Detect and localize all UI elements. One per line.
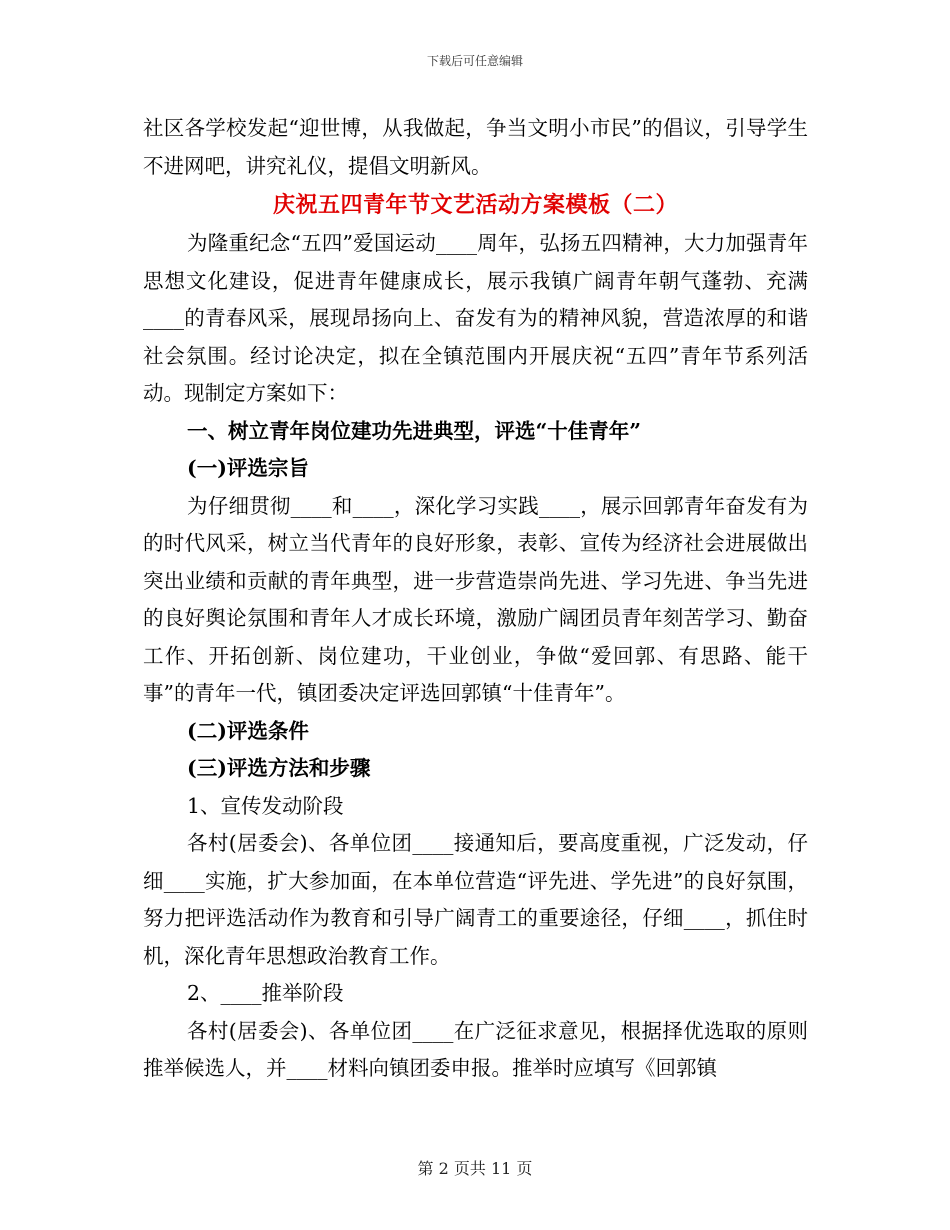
paragraph-step-2: 各村(居委会)、各单位团____在广泛征求意见，根据择优选取的原则推举候选人，并____材料向镇团委申报。推举时应填写《回郭镇 bbox=[143, 1018, 808, 1080]
page-footer: 第 2 页共 11 页 bbox=[417, 1159, 533, 1178]
document-body bbox=[143, 110, 808, 1088]
section-title: 庆祝五四青年节文艺活动方案模板（二） bbox=[272, 192, 678, 218]
step-2-title: 2、____推举阶段 bbox=[187, 981, 344, 1005]
heading-conditions: (二)评选条件 bbox=[187, 718, 309, 743]
paragraph-continuation: 社区各学校发起“迎世博，从我做起，争当文明小市民”的倡议，引导学生不进网吧，讲究礼仪，提倡文明新风。 bbox=[143, 116, 808, 178]
step-1-title: 1、宣传发动阶段 bbox=[187, 793, 344, 818]
heading-purpose: (一)评选宗旨 bbox=[187, 456, 309, 480]
heading-methods: (三)评选方法和步骤 bbox=[187, 756, 371, 780]
paragraph-step-1: 各村(居委会)、各单位团____接通知后，要高度重视，广泛发动，仔细____实施，扩大参加面，在本单位营造“评先进、学先进”的良好氛围，努力把评选活动作为教育和引导广阔青工的重要途径，仔细____，抓住时机，深化青年思想政治教育工作。 bbox=[143, 831, 808, 968]
heading-level-1: 一、树立青年岗位建功先进典型，评选“十佳青年” bbox=[187, 418, 642, 443]
paragraph-purpose: 为仔细贯彻____和____，深化学习实践____，展示回郭青年奋发有为的时代风采，树立当代青年的良好形象，表彰、宣传为经济社会进展做出突出业绩和贡献的青年典型，进一步营造崇尚先进、学习先进、争当先进的良好舆论氛围和青年人才成长环境，激励广阔团员青年刻苦学习、勤奋工作、开拓创新、岗位建功，干业创业，争做“爱回郭、有思路、能干事”的青年一代，镇团委决定评选回郭镇“十佳青年”。 bbox=[143, 493, 808, 705]
paragraph-intro: 为隆重纪念“五四”爱国运动____周年，弘扬五四精神，大力加强青年思想文化建设，促进青年健康成长，展示我镇广阔青年朝气蓬勃、充满____的青春风采，展现昂扬向上、奋发有为的精神风貌，营造浓厚的和谐社会氛围。经讨论决定，拟在全镇范围内开展庆祝“五四”青年节系列活动。现制定方案如下： bbox=[143, 231, 808, 405]
page-header: 下载后可任意编辑 bbox=[426, 54, 523, 68]
